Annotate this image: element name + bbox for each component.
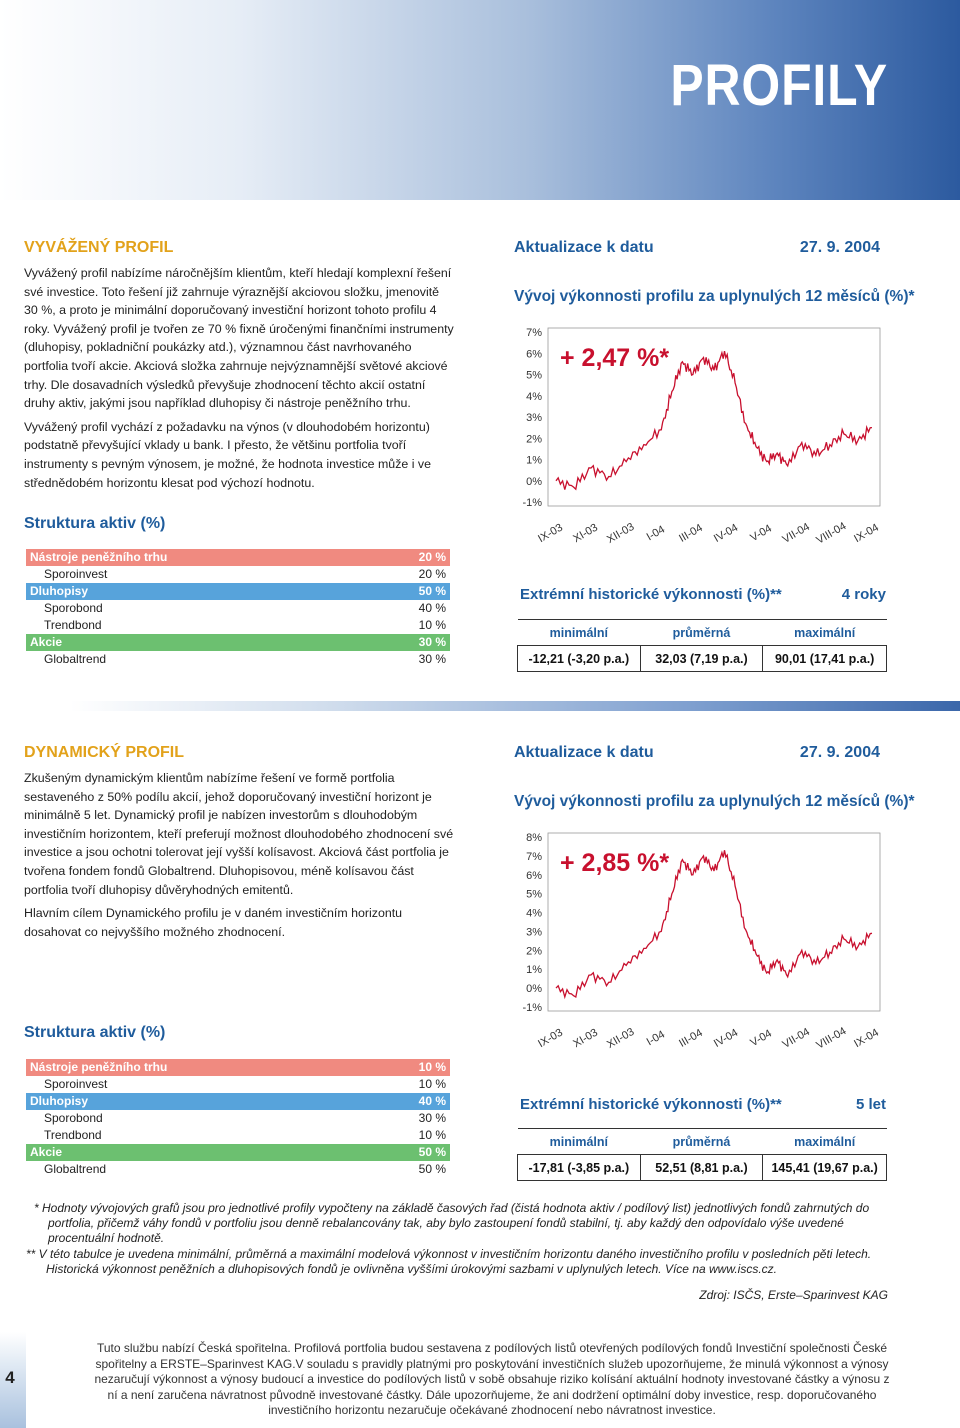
y-tick-label: 3% [526,926,542,939]
section-title-balanced: VYVÁŽENÝ PROFIL [24,239,174,256]
y-tick-label: 5% [526,888,542,901]
structure-value: 20 % [418,567,446,581]
y-tick-label: 6% [526,348,542,361]
structure-value: 40 % [418,601,446,615]
extremes-horizon: 5 let [855,1096,886,1113]
x-tick-label: IX-03 [536,1026,565,1051]
x-tick-label: IV-04 [711,521,741,546]
x-tick-label: XII-03 [605,520,637,546]
structure-label: Sporoinvest [44,567,108,581]
value-min: -17,81 (-3,85 p.a.) [518,1155,641,1181]
structure-fund-row [26,1127,450,1144]
chart-svg [508,825,888,1065]
structure-value: 50 % [418,584,446,598]
update-label: Aktualizace k datu [514,239,654,256]
performance-callout: + 2,85 %* [560,849,670,877]
structure-label: Sporobond [44,601,103,615]
y-tick-label: 2% [526,945,542,958]
paragraph: Vyvážený profil nabízíme náročnějším klientům, kteří hledají komplexní řešení své investice. Toto řešení již zahrnuje výraznější akciovou složku, jmenovitě 30 %, a proto je minimální doporučovaný investiční horizont tohoto profilu 4 roky. Vyvážený profil je tvořen ze 70 % fixně úročenými finančními instrumenty (dluhopisy, pokladniční poukázky atd.), významnou část navrhovaného portfolia tvoří akcie. Akciová složka zahrnuje nejvýznamnější světové akciové trhy. Dle dosavadních výsledků převyšuje zhodnocení těchto akcií ostatní druhy aktiv, jakými jsou například dluhopisy či nástroje peněžního trhu. [24,266,454,411]
y-tick-label: 1% [526,454,542,467]
update-date: 27. 9. 2004 [799,744,880,761]
footnote-1: * Hodnoty vývojových grafů jsou pro jednotlivé profily vypočteny na základě časových řad (čistá hodnota aktiv / podílový list) jednotlivých fondů zahrnutých do portfolia, přičemž váhy fondů v portfoliu jsou denně rebalancovány tak, aby bylo zastoupení fondů stabilní, tj. aby každý den odpovídalo výše uvedené procentuální hodnotě. [34,1201,870,1245]
structure-category-row [26,583,450,600]
value-max: 145,41 (19,67 p.a.) [763,1155,887,1181]
y-tick-label: 8% [526,832,542,844]
structure-fund-row [26,1076,450,1093]
performance-chart [508,320,888,560]
structure-fund-row [26,1110,450,1127]
y-tick-label: 1% [526,964,542,977]
x-tick-label: III-04 [677,521,705,545]
page-title: PROFILY [670,53,888,118]
asset-structure-table [26,1059,450,1178]
structure-value: 20 % [418,550,446,564]
y-tick-label: 3% [526,412,542,424]
y-tick-label: 0% [526,983,542,996]
structure-label: Nástroje peněžního trhu [30,550,168,564]
x-tick-label: V-04 [748,522,774,545]
y-tick-label: 7% [526,850,542,863]
x-tick-label: VII-04 [780,1025,812,1051]
x-tick-label: IX-04 [852,1026,881,1051]
disclaimer: Tuto službu nabízí Česká spořitelna. Profilová portfolia budou sestavena z podílových listů otevřených podílových fondů Investiční společnosti České spořitelny a ERSTE–Sparinvest KAG.V souladu s pravidly platnými pro poskytování investičních služeb upozorňujeme, že minulá výkonnost a výnosy nezaručují výkonnost a výnosy budoucí a investice do podílových listů v sobě obsahuje riziko kolísání aktuální hodnoty investované částky a výnosu z ní a není zaručena návratnost původně investované částky. Dále upozorňujeme, že ani dodržení optimální doby investice, resp. doporučovaného investičního horizontu nezaručuje očekávané zhodnocení nebo návratnost investice. [94,1341,890,1418]
performance-callout: + 2,47 %* [560,344,670,372]
update-date: 27. 9. 2004 [799,239,880,256]
extremes-values-row [518,646,887,672]
structure-label: Dluhopisy [30,1094,89,1108]
header-avg: průměrná [640,1129,763,1155]
section-text-balanced [24,264,456,497]
header-avg: průměrná [640,620,763,646]
performance-chart [508,825,888,1065]
update-label: Aktualizace k datu [514,744,654,761]
x-tick-label: IV-04 [711,1026,741,1051]
structure-value: 30 % [418,652,446,666]
header-max: maximální [763,620,887,646]
section-divider [70,701,960,711]
structure-title: Struktura aktiv (%) [24,1024,166,1041]
structure-value: 10 % [418,1060,446,1074]
extremes-title: Extrémní historické výkonnosti (%)** [520,1096,782,1113]
structure-value: 50 % [418,1162,446,1176]
y-tick-label: 6% [526,869,542,882]
x-tick-label: I-04 [644,523,668,544]
structure-fund-row [26,600,450,617]
x-tick-label: VII-04 [780,520,812,546]
y-tick-label: 5% [526,369,542,382]
extremes-title: Extrémní historické výkonnosti (%)** [520,586,782,603]
extremes-table [517,1128,887,1181]
y-tick-label: 4% [526,390,542,403]
structure-fund-row [26,617,450,634]
structure-label: Dluhopisy [30,584,89,598]
y-tick-label: 4% [526,907,542,920]
structure-value: 30 % [418,1111,446,1125]
structure-label: Globaltrend [44,652,107,666]
header-min: minimální [518,620,641,646]
structure-value: 10 % [418,1077,446,1091]
structure-fund-row [26,651,450,668]
header-min: minimální [518,1129,641,1155]
y-tick-label: 7% [526,327,542,339]
section-text-dynamic [24,769,456,946]
structure-label: Trendbond [44,618,102,632]
value-max: 90,01 (17,41 p.a.) [763,646,887,672]
x-tick-label: VIII-04 [814,520,849,547]
structure-category-row [26,634,450,651]
value-avg: 52,51 (8,81 p.a.) [640,1155,763,1181]
x-tick-label: VIII-04 [814,1025,849,1052]
section-title-dynamic: DYNAMICKÝ PROFIL [24,744,184,761]
paragraph: Zkušeným dynamickým klientům nabízíme řešení ve formě portfolia sestaveného z 50% podílu akcií, jehož doporučovaný investiční horizont je minimálně 5 let. Dynamický profil je nabízen investorům s dlouhodobým investičním horizontem, kteří preferují možnost dlouhodobého zhodnocení své investice a jsou ochotni tolerovat její vyšší kolísavost. Akciová část portfolia je tvořena fondem fondů Globaltrend. Dluhopisovou, méně kolísavou část portfolia tvoří dluhopisy důvěryhodných emitentů. [24,771,454,897]
structure-value: 10 % [418,618,446,632]
extremes-header-row [518,1129,887,1155]
structure-label: Sporobond [44,1111,103,1125]
y-tick-label: -1% [522,497,542,509]
paragraph: Vyvážený profil vychází z požadavku na výnos (v dlouhodobém horizontu) podstatně převyšující vklady u bank. I přesto, že většinu portfolia tvoří instrumenty s pevným výnosem, je možné, že hodnota investice může i ve střednědobém horizontu klesat pod výchozí hodnotu. [24,419,432,490]
y-tick-label: 0% [526,475,542,488]
x-tick-label: XI-03 [571,1026,600,1051]
value-min: -12,21 (-3,20 p.a.) [518,646,641,672]
structure-value: 40 % [418,1094,446,1108]
footnote-2: ** V této tabulce je uvedena minimální, průměrná a maximální modelová výkonnost v investičním horizontu daného investičního profilu v posledních pěti letech. Historická výkonnost peněžních a dluhopisových fondů je ovlivněna vyššími úrokovými sazbami v uplynulých letech. Více na www.iscs.cz. [26,1247,872,1276]
structure-category-row [26,549,450,566]
paragraph: Hlavním cílem Dynamického profilu je v daném investičním horizontu dosahovat co nejvyššího možného zhodnocení. [24,906,403,939]
chart-title: Vývoj výkonnosti profilu za uplynulých 12 měsíců (%)* [514,793,915,810]
structure-label: Akcie [30,1145,63,1159]
x-tick-label: III-04 [677,1026,705,1050]
x-tick-label: XI-03 [571,521,600,546]
structure-category-row [26,1144,450,1161]
x-tick-label: IX-03 [536,521,565,546]
x-tick-label: XII-03 [605,1025,637,1051]
asset-structure-table [26,549,450,668]
structure-value: 10 % [418,1128,446,1142]
structure-title: Struktura aktiv (%) [24,515,166,532]
chart-title: Vývoj výkonnosti profilu za uplynulých 12 měsíců (%)* [514,288,915,305]
structure-label: Nástroje peněžního trhu [30,1060,168,1074]
source-note: Zdroj: ISČS, Erste–Sparinvest KAG [699,1288,888,1302]
structure-label: Akcie [30,635,63,649]
structure-fund-row [26,1161,450,1178]
extremes-horizon: 4 roky [841,586,886,603]
x-tick-label: I-04 [644,1028,668,1049]
structure-value: 50 % [418,1145,446,1159]
structure-value: 30 % [418,635,446,649]
structure-category-row [26,1093,450,1110]
y-tick-label: -1% [522,1002,542,1014]
header-max: maximální [763,1129,887,1155]
structure-label: Sporoinvest [44,1077,108,1091]
structure-label: Globaltrend [44,1162,107,1176]
structure-category-row [26,1059,450,1076]
page-number: 4 [5,1368,15,1387]
x-tick-label: V-04 [748,1027,774,1050]
extremes-header-row [518,620,887,646]
x-tick-label: IX-04 [852,521,881,546]
extremes-values-row [518,1155,887,1181]
extremes-table [517,619,887,672]
y-tick-label: 2% [526,433,542,446]
value-avg: 32,03 (7,19 p.a.) [640,646,763,672]
structure-fund-row [26,566,450,583]
structure-label: Trendbond [44,1128,102,1142]
chart-svg [508,320,888,560]
